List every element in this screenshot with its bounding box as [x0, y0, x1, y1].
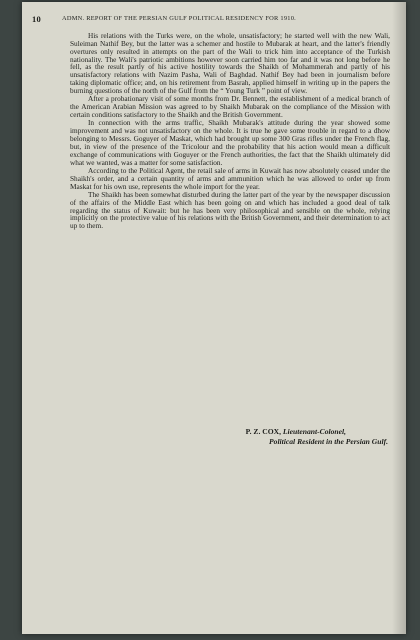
report-body: [70, 32, 390, 231]
page-edge-shadow: [392, 2, 406, 634]
page-header: [32, 15, 372, 27]
running-head: ADMN. REPORT OF THE PERSIAN GULF POLITICAL RESIDENCY FOR 1910.: [62, 15, 297, 22]
paragraph-retail-arms: According to the Political Agent, the retail sale of arms in Kuwait has now absolutely ceased under the Shaikh's order, and a certain quantity of arms and ammunition which he was allowed to order up from Maskat for his own use, represents the whole import for the year.: [70, 165, 390, 191]
signatory-rank: Lieutenant-Colonel,: [282, 427, 346, 436]
paragraph-turks-relations: His relations with the Turks were, on the whole, unsatisfactory; he started well with the new Wali, Suleiman Nathif Bey, but the latter was a schemer and hostile to Mubarak at heart, and the latter's friendly overtures only resulted in attempts on the part of the Wali to trick him into acceptance of the Turkish nationality. The Wali's patriotic ambitions however soon carried him too far and it was not long before he fell, as the result partly of his active hostility towards the Shaikh of Mohammerah and partly of his unsatisfactory relations with Nazim Pasha, Wali of Baghdad. Nathif Bey had been in journalism before taking diplomatic office; and, on his retirement from Basrah, applied himself in writing up in the papers the burning questions of the north of the Gulf from the “ Young Turk ” point of view.: [70, 31, 390, 95]
signatory-title: Political Resident in the Persian Gulf.: [269, 437, 388, 446]
page-number: 10: [32, 14, 41, 24]
signature-block: [70, 427, 390, 447]
paragraph-medical-mission: After a probationary visit of some months from Dr. Bennett, the establishment of a medical branch of the American Arabian Mission was agreed to by Shaikh Mubarak on the compliance of the Mission with certain conditions satisfactory to the Shaikh and the British Government.: [70, 94, 390, 119]
signatory-name: P. Z. COX,: [245, 427, 282, 436]
signature-line: [70, 427, 390, 437]
paragraph-arms-traffic: In connection with the arms traffic, Shaikh Mubarak's attitude during the year showed some improvement and was not unsatisfactory on the whole. It is true he gave some trouble in regard to a dhow belonging to Messrs. Goguyer of Maskat, which had brought up some 300 Gras rifles under the French flag, but, in view of the presence of the Tricolour and the probability that his action would mean a difficult exchange of communications with Goguyer or the French authorities, the fact that the Shaikh ultimately did what we wanted, was a matter for some satisfaction.: [70, 118, 390, 167]
paragraph-kuwait-status: The Shaikh has been somewhat disturbed during the latter part of the year by the newspaper discussion of the affairs of the Middle East which has been going on and which has included a good deal of talk regarding the status of Kuwait: but he has been very philosophical and sensible on the whole, relying implicitly on the protective value of his relations with the British Government, and their determination to act up to them.: [70, 189, 390, 231]
report-page: [22, 2, 406, 634]
